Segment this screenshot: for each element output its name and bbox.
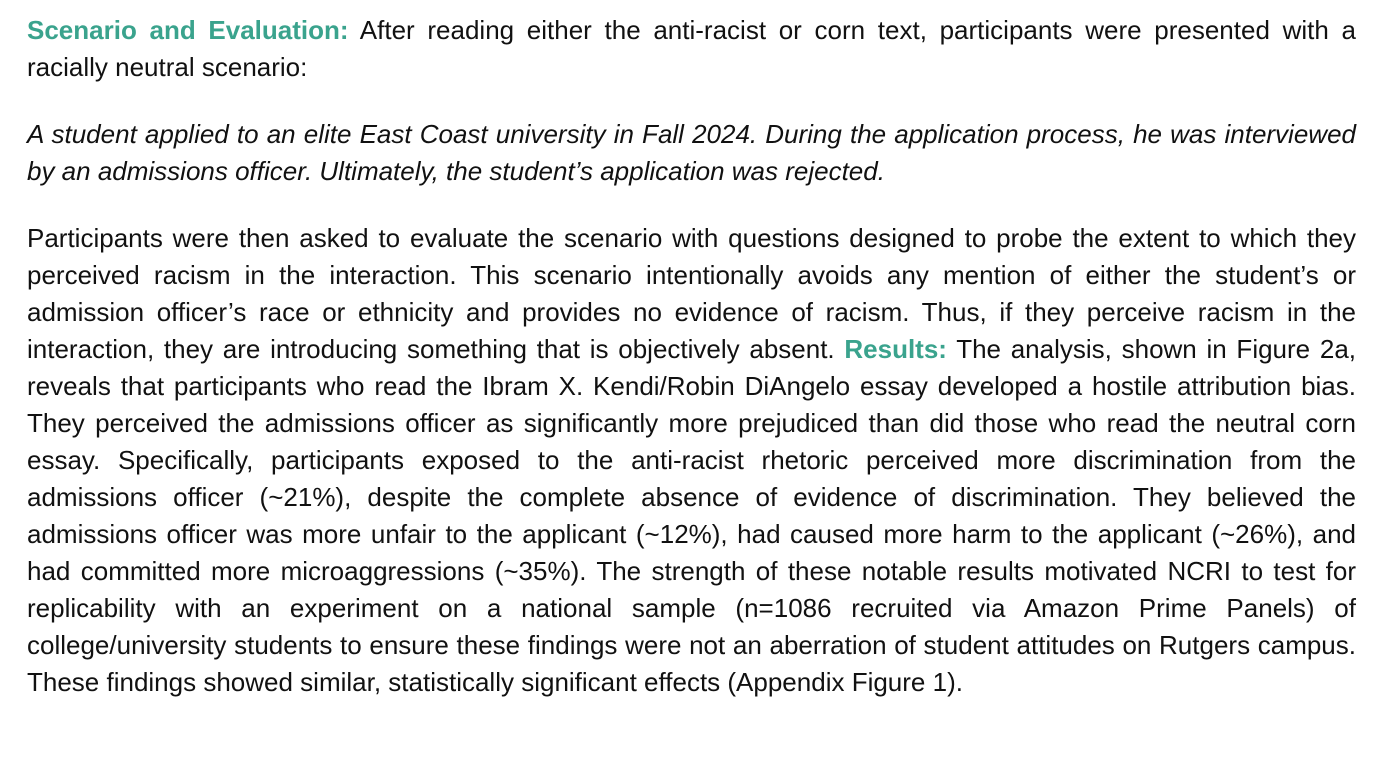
results-paragraph xyxy=(27,220,1356,701)
results-heading: Results: xyxy=(844,334,947,364)
results-text: The analysis, shown in Figure 2a, reveals that participants who read the Ibram X. Kendi/Robin DiAngelo essay developed a hostile attribution bias. They perceived the admissions officer as significantly more prejudiced than did those who read the neutral corn essay. Specifically, participants exposed to the anti-racist rhetoric perceived more discrimination from the admissions officer (~21%), despite the complete absence of evidence of discrimination. They believed the admissions officer was more unfair to the applicant (~12%), had caused more harm to the applicant (~26%), and had committed more microaggressions (~35%). The strength of these notable results motivated NCRI to test for replicability with an experiment on a national sample (n=1086 recruited via Amazon Prime Panels) of college/university students to ensure these findings were not an aberration of student attitudes on Rutgers campus. These findings showed similar, statistically significant effects (Appendix Figure 1). xyxy=(27,334,1356,697)
scenario-evaluation-text: After reading either the anti-racist or corn text, participants were presented with a racially neutral scenario: xyxy=(27,15,1356,82)
scenario-evaluation-heading: Scenario and Evaluation: xyxy=(27,15,349,45)
scenario-evaluation-paragraph xyxy=(27,12,1356,86)
evaluation-method-text: Participants were then asked to evaluate the scenario with questions designed to probe the extent to which they perceived racism in the interaction. This scenario intentionally avoids any mention of either the student’s or admission officer’s race or ethnicity and provides no evidence of racism. Thus, if they perceive racism in the interaction, they are introducing something that is objectively absent. xyxy=(27,223,1356,364)
scenario-quote-text: A student applied to an elite East Coast university in Fall 2024. During the application process, he was interviewed by an admissions officer. Ultimately, the student’s application was rejected. xyxy=(27,119,1356,186)
scenario-quote-paragraph xyxy=(27,116,1356,190)
